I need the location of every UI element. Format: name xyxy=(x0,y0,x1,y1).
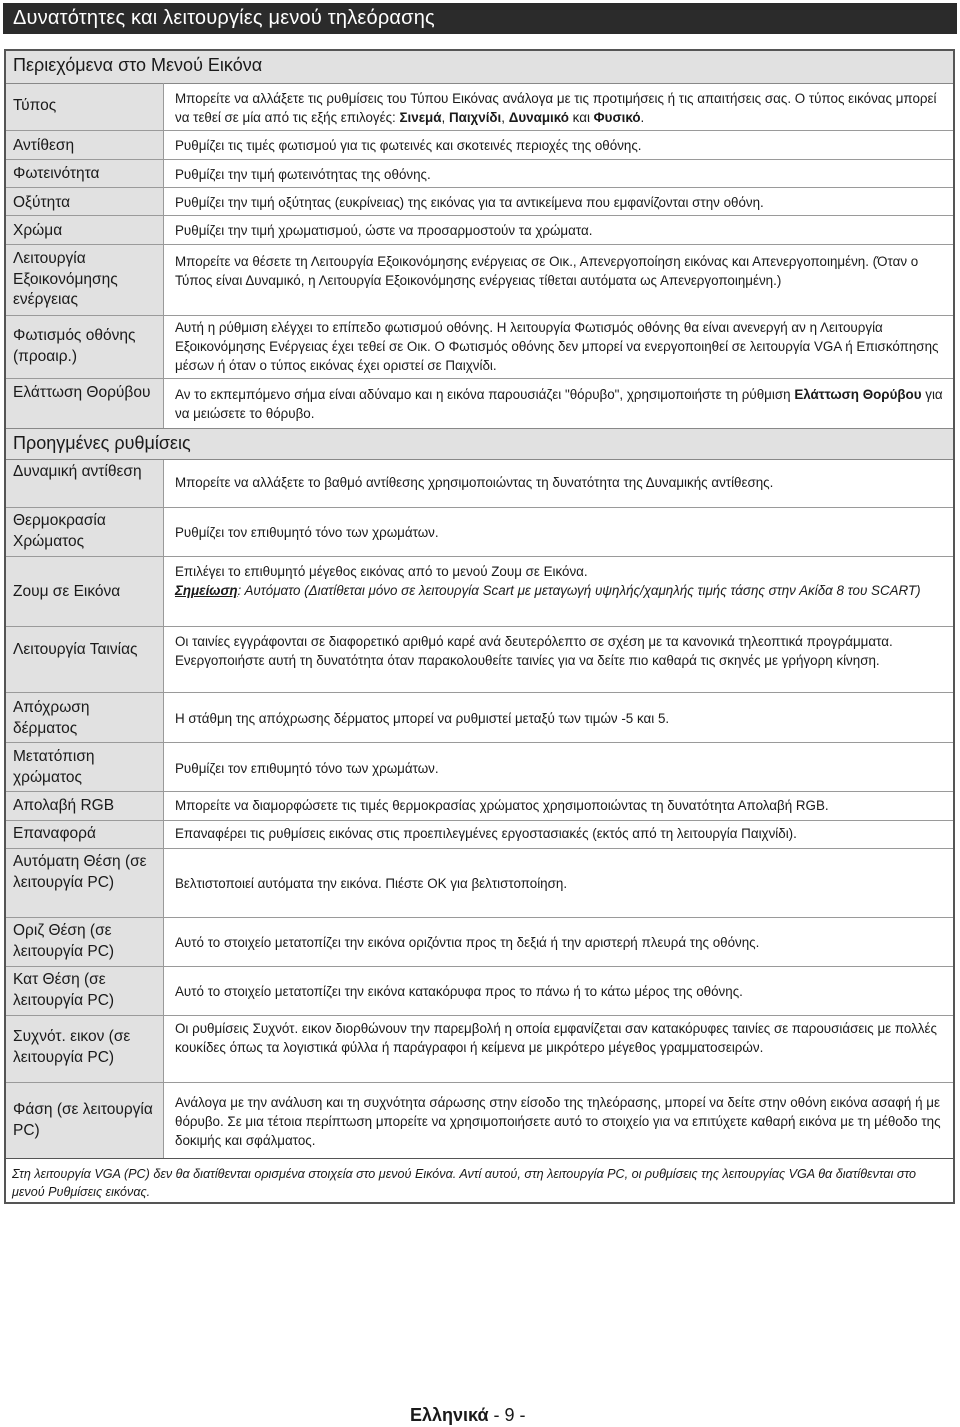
row-label-noise-reduction: Ελάττωση Θορύβου xyxy=(13,384,151,401)
row-desc-picture-zoom: Επιλέγει το επιθυμητό μέγεθος εικόνας από το μενού Ζουμ σε Εικόνα. Σημείωση: Αυτόματο (Διατίθεται μόνο σε λειτουργία Scart με μεταγωγή υψηλής/χαμηλής τιμής τάσης στην Ακίδα 8 του SCART) xyxy=(175,564,921,598)
row-desc-dynamic-contrast: Μπορείτε να αλλάξετε το βαθμό αντίθεσης χρησιμοποιώντας τη δυνατότητα της Δυναμικής αντίθεσης. xyxy=(175,475,774,490)
row-divider xyxy=(163,742,953,743)
row-divider xyxy=(163,917,953,918)
row-desc-dot-clock: Οι ρυθμίσεις Συχνότ. εικον διορθώνουν την παρεμβολή η οποία εμφανίζεται σαν κατακόρυφες ταινίες σε παρουσιάσεις με πολλές κουκίδες όπως τα λογιστικά φύλλα ή παράγραφοι ή κείμενα με μικρότερο μέγεθος γραμματοσειρών. xyxy=(175,1021,937,1055)
row-divider xyxy=(6,742,163,743)
row-divider xyxy=(6,626,163,627)
row-label-power-save-mode: Λειτουργία Εξοικονόμησης ενέργειας xyxy=(13,250,118,308)
row-label-phase: Φάση (σε λειτουργία PC) xyxy=(13,1101,153,1139)
row-divider xyxy=(6,791,163,792)
row-divider xyxy=(6,315,163,316)
row-divider xyxy=(6,130,163,131)
row-divider xyxy=(6,1082,163,1083)
row-divider xyxy=(163,215,953,216)
footer-language: Ελληνικά xyxy=(410,1405,489,1425)
section-heading-picture-menu: Περιεχόμενα στο Μενού Εικόνα xyxy=(6,51,953,84)
row-label-brightness: Φωτεινότητα xyxy=(13,165,100,182)
row-desc-colour-temp: Ρυθμίζει τον επιθυμητό τόνο των χρωμάτων. xyxy=(175,525,439,540)
row-desc-sharpness: Ρυθμίζει την τιμή οξύτητας (ευκρίνειας) της εικόνας για τα αντικείμενα που εμφανίζονται στην οθόνη. xyxy=(175,195,764,210)
row-desc-backlight: Αυτή η ρύθμιση ελέγχει το επίπεδο φωτισμού οθόνης. Η λειτουργία Φωτισμός οθόνης θα είναι ανενεργή αν η Λειτουργία Εξοικονόμησης Ενέργειας έχει τεθεί σε Οικ. Ο Φωτισμός οθόνης δεν μπορεί να ενεργοποιηθεί σε λειτουργία VGA ή Επισκόπησης μέσων ή όταν ο τύπος εικόνας έχει οριστεί σε Παιχνίδι. xyxy=(175,320,939,373)
row-desc-noise-reduction: Αν το εκπεμπόμενο σήμα είναι αδύναμο και η εικόνα παρουσιάζει "θόρυβο", χρησιμοποιήστε τη ρύθμιση Ελάττωση Θορύβου για να μειώσετε το θόρυβο. xyxy=(175,387,943,421)
row-divider xyxy=(6,848,163,849)
row-label-skin-tone: Απόχρωση δέρματος xyxy=(13,699,90,737)
row-desc-auto-position: Βελτιστοποιεί αυτόματα την εικόνα. Πιέστε ΟΚ για βελτιστοποίηση. xyxy=(175,876,568,891)
row-desc-brightness: Ρυθμίζει την τιμή φωτεινότητας της οθόνης. xyxy=(175,167,431,182)
row-divider xyxy=(163,692,953,693)
row-divider xyxy=(163,244,953,245)
row-desc-contrast: Ρυθμίζει τις τιμές φωτισμού για τις φωτεινές και σκοτεινές περιοχές της οθόνης. xyxy=(175,138,642,153)
row-label-film-mode: Λειτουργία Ταινίας xyxy=(13,641,138,658)
row-divider xyxy=(6,159,163,160)
row-label-picture-zoom: Ζουμ σε Εικόνα xyxy=(13,583,121,600)
row-desc-colour: Ρυθμίζει την τιμή χρωματισμού, ώστε να προσαρμοστούν τα χρώματα. xyxy=(175,223,593,238)
page-number: - 9 - xyxy=(488,1405,526,1425)
row-label-auto-position: Αυτόματη Θέση (σε λειτουργία PC) xyxy=(13,853,147,891)
row-desc-colour-shift: Ρυθμίζει τον επιθυμητό τόνο των χρωμάτων. xyxy=(175,761,439,776)
page-title-bar xyxy=(3,3,957,34)
row-label-dot-clock: Συχνότ. εικον (σε λειτουργία PC) xyxy=(13,1028,131,1066)
row-desc-rgb-gain: Μπορείτε να διαμορφώσετε τις τιμές θερμοκρασίας χρώματος χρησιμοποιώντας τη δυνατότητα Απολαβή RGB. xyxy=(175,798,829,813)
row-desc-reset: Επαναφέρει τις ρυθμίσεις εικόνας στις προεπιλεγμένες εργοστασιακές (εκτός από τη λειτουργία Παιχνίδι). xyxy=(175,826,797,841)
row-divider xyxy=(163,130,953,131)
row-label-colour-shift: Μετατόπιση χρώματος xyxy=(13,748,95,786)
row-desc-type: Μπορείτε να αλλάξετε τις ρυθμίσεις του Τύπου Εικόνας ανάλογα με τις προτιμήσεις ή τις απαιτήσεις σας. Ο τύπος εικόνας μπορεί να τεθεί σε μία από τις εξής επιλογές: Σινεμά, Παιχνίδι, Δυναμικό και Φυσικό. xyxy=(175,91,937,125)
row-label-contrast: Αντίθεση xyxy=(13,137,75,154)
row-label-backlight: Φωτισμός οθόνης (προαιρ.) xyxy=(13,327,136,365)
row-divider xyxy=(163,966,953,967)
row-divider xyxy=(6,556,163,557)
row-divider xyxy=(163,848,953,849)
row-divider xyxy=(163,507,953,508)
row-divider xyxy=(163,626,953,627)
row-divider xyxy=(163,378,953,379)
row-divider xyxy=(6,507,163,508)
row-label-sharpness: Οξύτητα xyxy=(13,194,71,211)
vga-note: Στη λειτουργία VGA (PC) δεν θα διατίθενται ορισμένα στοιχεία στο μενού Εικόνα. Αντί αυτού, στη λειτουργία PC, οι ρυθμίσεις της λειτουργίας VGA θα διατίθενται στο μενού Ρυθμίσεις εικόνας. xyxy=(6,1158,953,1203)
row-label-v-position: Κατ Θέση (σε λειτουργία PC) xyxy=(13,971,115,1009)
row-divider xyxy=(163,187,953,188)
row-label-dynamic-contrast: Δυναμική αντίθεση xyxy=(13,463,142,480)
row-label-rgb-gain: Απολαβή RGB xyxy=(13,797,115,814)
row-divider xyxy=(6,187,163,188)
page-footer xyxy=(410,1405,526,1426)
row-label-colour-temp: Θερμοκρασία Χρώματος xyxy=(13,512,106,550)
row-divider xyxy=(6,244,163,245)
row-divider xyxy=(6,1015,163,1016)
row-divider xyxy=(163,315,953,316)
row-divider xyxy=(6,378,163,379)
section-heading-advanced-settings: Προηγμένες ρυθμίσεις xyxy=(6,428,953,460)
row-desc-power-save-mode: Μπορείτε να θέσετε τη Λειτουργία Εξοικονόμησης ενέργειας σε Οικ., Απενεργοποίηση εικόνας και Απενεργοποιημένη. (Όταν ο Τύπος είναι Δυναμικό, η Λειτουργία Εξοικονόμησης ενέργειας τίθεται αυτόματα ως Απενεργοποιημένη.) xyxy=(175,254,919,288)
row-divider xyxy=(6,917,163,918)
row-desc-phase: Ανάλογα με την ανάλυση και τη συχνότητα σάρωσης στην είσοδο της τηλεόρασης, μπορεί να δείτε στην οθόνη εικόνα ασαφή ή με θόρυβο. Σε μια τέτοια περίπτωση μπορείτε να χρησιμοποιήσετε αυτό το στοιχείο για να επιτύχετε καθαρή εικόνα με τη μέθοδο της δοκιμής και σφάλματος. xyxy=(175,1095,941,1148)
row-divider xyxy=(163,159,953,160)
row-divider xyxy=(6,215,163,216)
page-title: Δυνατότητες και λειτουργίες μενού τηλεόρασης xyxy=(13,7,435,29)
row-divider xyxy=(6,820,163,821)
row-label-colour: Χρώμα xyxy=(13,222,63,239)
row-label-h-position: Οριζ Θέση (σε λειτουργία PC) xyxy=(13,922,115,960)
row-desc-film-mode: Οι ταινίες εγγράφονται σε διαφορετικό αριθμό καρέ ανά δευτερόλεπτο σε σχέση με τα κανονικά τηλεοπτικά προγράμματα. Ενεργοποιήστε αυτή τη δυνατότητα όταν παρακολουθείτε ταινίες για να δείτε πιο καθαρά τις σκηνές με γρήγορη κίνηση. xyxy=(175,634,893,668)
row-divider xyxy=(163,820,953,821)
row-divider xyxy=(6,692,163,693)
row-divider xyxy=(163,1015,953,1016)
row-divider xyxy=(6,966,163,967)
row-desc-v-position: Αυτό το στοιχείο μετατοπίζει την εικόνα κατακόρυφα προς το πάνω ή το κάτω μέρος της οθόνης. xyxy=(175,984,743,999)
row-divider xyxy=(163,556,953,557)
row-desc-h-position: Αυτό το στοιχείο μετατοπίζει την εικόνα οριζόντια προς τη δεξιά ή την αριστερή πλευρά της οθόνης. xyxy=(175,935,760,950)
row-label-reset: Επαναφορά xyxy=(13,825,96,842)
row-desc-skin-tone: Η στάθμη της απόχρωσης δέρματος μπορεί να ρυθμιστεί μεταξύ των τιμών -5 και 5. xyxy=(175,711,670,726)
row-divider xyxy=(163,1082,953,1083)
row-label-type: Τύπος xyxy=(13,97,57,114)
row-divider xyxy=(163,791,953,792)
